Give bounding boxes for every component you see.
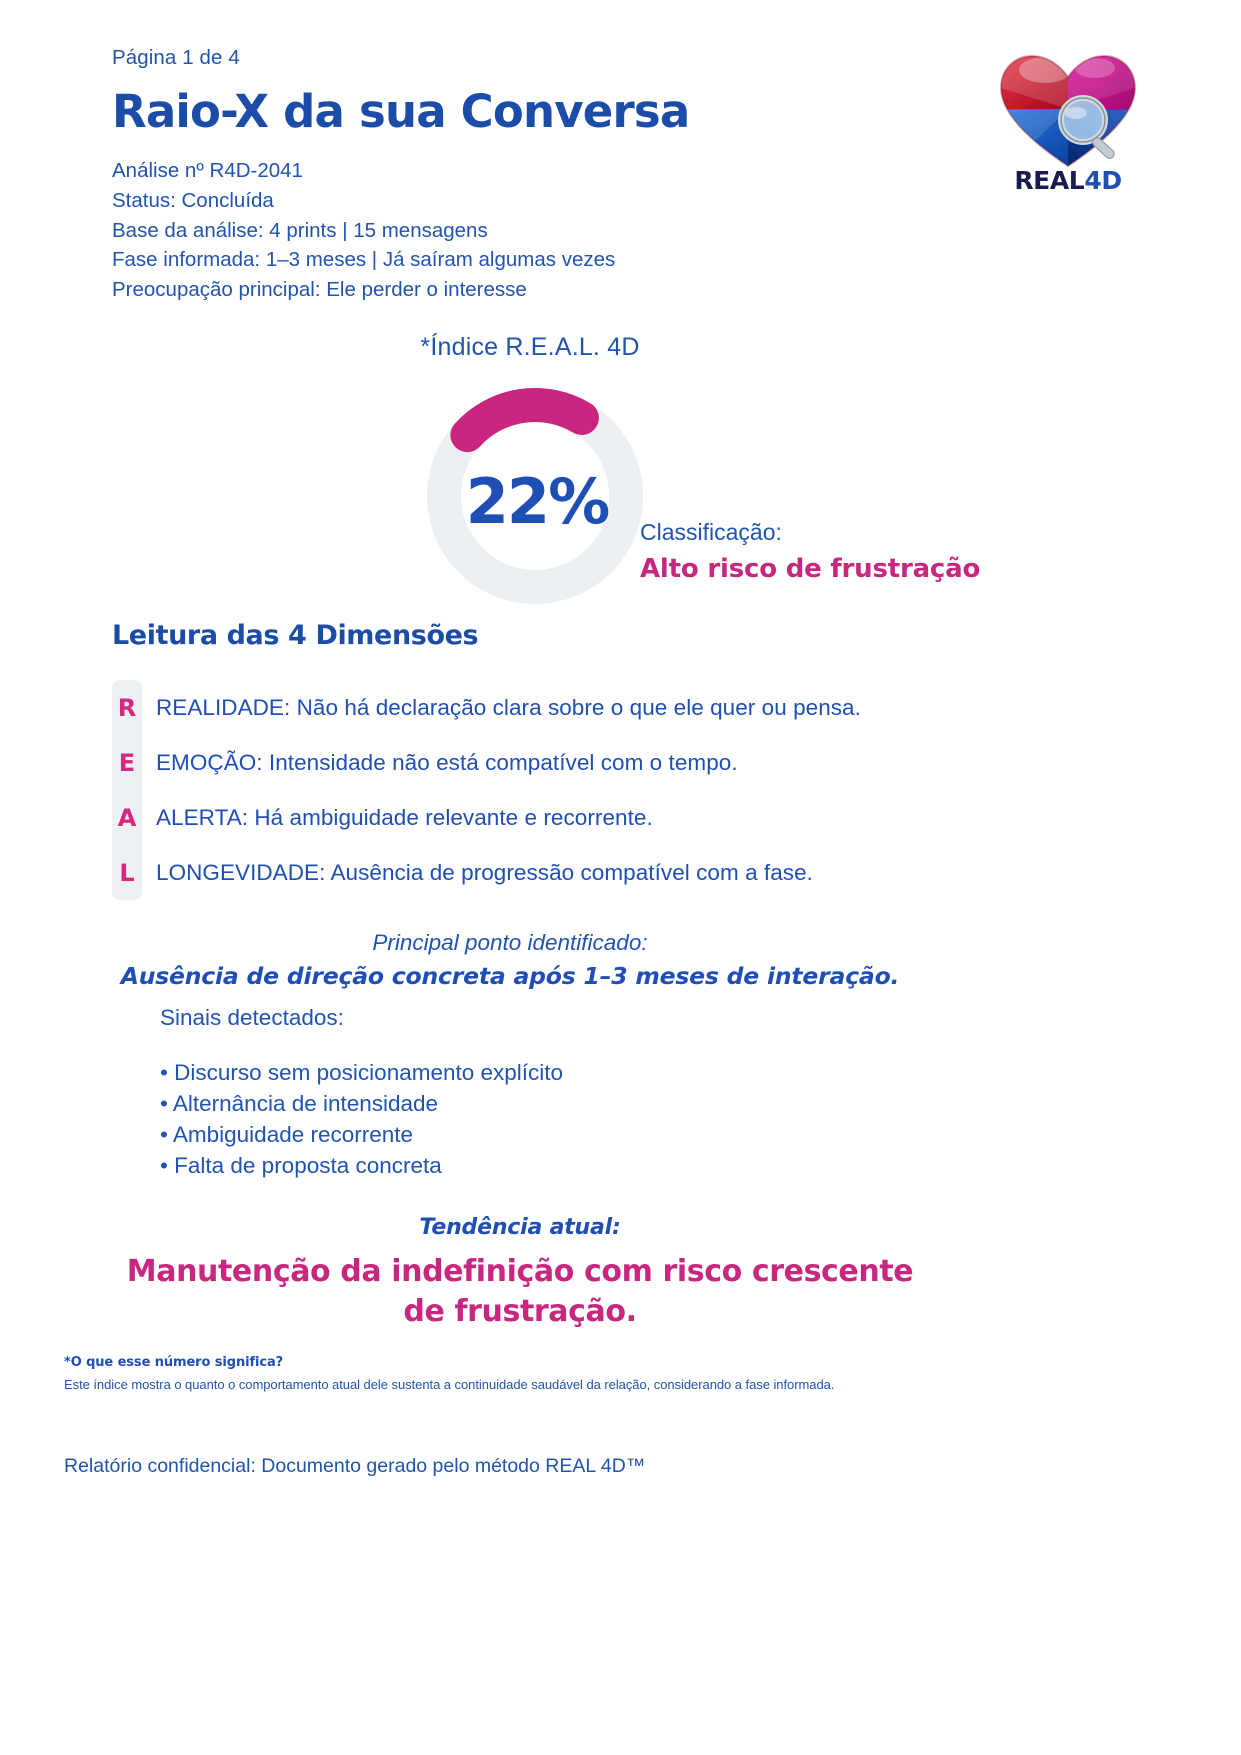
brand-logo (993, 48, 1143, 203)
signal-item: • Alternância de intensidade (160, 1091, 439, 1117)
logo-word-4d: 4D (1084, 166, 1122, 195)
classification-value: Alto risco de frustração (640, 553, 981, 584)
signals-title: Sinais detectados: (160, 1005, 344, 1030)
dimension-text-emocao: EMOÇÃO: Intensidade não está compatível com o tempo. (156, 749, 738, 775)
dimension-row-realidade (112, 680, 1012, 735)
index-label: *Índice R.E.A.L. 4D (420, 333, 640, 361)
dimension-row-longevidade (112, 845, 1012, 900)
meta-line-concern: Preocupação principal: Ele perder o interesse (112, 278, 527, 302)
footnote-title: *O que esse número significa? (64, 1355, 284, 1370)
footnote-text: Este índice mostra o quanto o comportamento atual dele sustenta a continuidade saudável da relação, considerando a fase informada. (64, 1377, 835, 1392)
keypoint-label: Principal ponto identificado: (372, 930, 648, 955)
page-title: Raio-X da sua Conversa (112, 84, 690, 138)
trend-label: Tendência atual: (419, 1215, 621, 1240)
report-header (112, 44, 872, 305)
dimension-text-longevidade: LONGEVIDADE: Ausência de progressão compatível com a fase. (156, 859, 813, 885)
dimension-letter-e: E (118, 748, 136, 777)
meta-line-status: Status: Concluída (112, 188, 274, 212)
dimensions-title: Leitura das 4 Dimensões (112, 620, 479, 651)
keypoint-block (0, 930, 1020, 990)
meta-line-base: Base da análise: 4 prints | 15 mensagens (112, 218, 488, 242)
analysis-meta-block (112, 156, 872, 305)
signals-list (160, 1057, 860, 1181)
classification-block (640, 515, 1060, 584)
dimensions-list (112, 680, 1012, 900)
dimension-letter-a: A (117, 803, 137, 832)
logo-wordmark (993, 166, 1143, 195)
signals-block (160, 1005, 860, 1181)
confidential-footer: Relatório confidencial: Documento gerado pelo método REAL 4D™ (64, 1455, 646, 1477)
logo-word-real: REAL (1014, 166, 1085, 195)
keypoint-value: Ausência de direção concreta após 1–3 meses de interação. (120, 962, 900, 990)
meta-line-phase: Fase informada: 1–3 meses | Já saíram algumas vezes (112, 248, 616, 272)
dimension-row-alerta (112, 790, 1012, 845)
heart-magnifier-icon (993, 48, 1143, 170)
trend-value: Manutenção da indefinição com risco crescente de frustração. (126, 1254, 914, 1329)
signal-item: • Falta de proposta concreta (160, 1153, 442, 1179)
dimension-text-realidade: REALIDADE: Não há declaração clara sobre o que ele quer ou pensa. (156, 694, 861, 720)
real4d-index-donut-chart (424, 385, 646, 607)
footnote-block (64, 1355, 1174, 1395)
donut-value-label: 22% (465, 464, 609, 538)
signal-item: • Ambiguidade recorrente (160, 1122, 414, 1148)
signal-item: • Discurso sem posicionamento explícito (160, 1060, 564, 1085)
dimension-letter-l: L (119, 858, 135, 887)
dimension-text-alerta: ALERTA: Há ambiguidade relevante e recorrente. (156, 804, 653, 830)
dimension-row-emocao (112, 735, 1012, 790)
meta-line-analysis-id: Análise nº R4D-2041 (112, 159, 303, 183)
dimension-letter-r: R (117, 693, 137, 722)
trend-block (0, 1215, 1040, 1331)
classification-label: Classificação: (640, 519, 782, 545)
page-indicator: Página 1 de 4 (112, 46, 240, 69)
